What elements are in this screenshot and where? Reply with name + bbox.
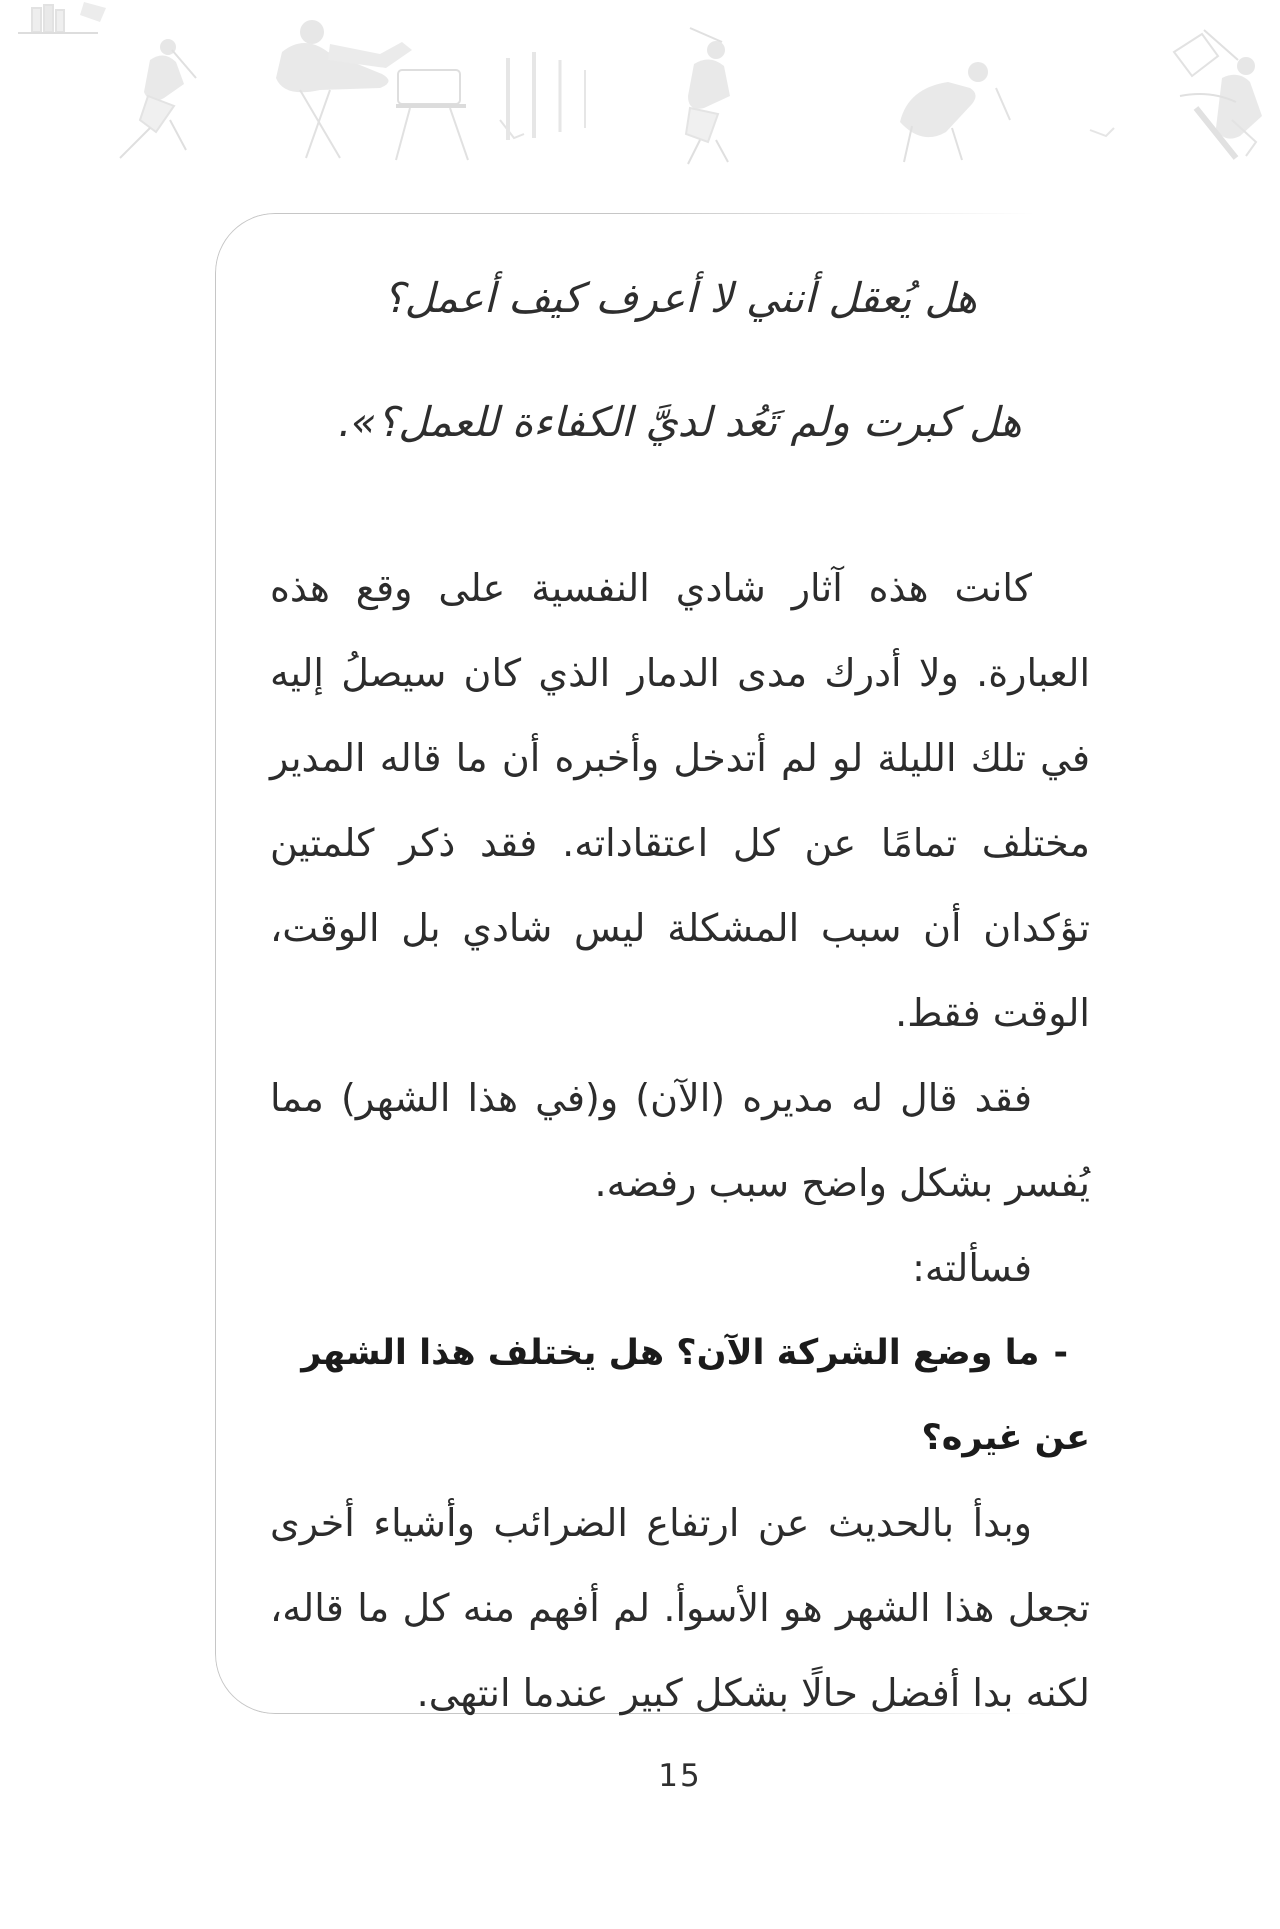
page-number: 15 [658, 1758, 702, 1794]
bullet-text: ما وضع الشركة الآن؟ هل يختلف هذا الشهر عن غيره؟ [301, 1333, 1090, 1458]
bookshelf-icon [18, 2, 106, 33]
person-at-desk-icon [276, 20, 524, 160]
person-pointing-icon [120, 39, 196, 158]
paragraph-3: وبدأ بالحديث عن ارتفاع الضرائب وأشياء أخرى تجعل هذا الشهر هو الأسوأ. لم أفهم منه كل ما قاله، لكنه بدا أفضل حالًا بشكل كبير عندما انتهى. [270, 1501, 1090, 1715]
quote-line-2: هل كبرت ولم تَعُد لديَّ الكفاءة للعمل؟». [338, 398, 1022, 446]
person-waving-icon [686, 28, 730, 164]
quote-line-1: هل يُعقل أنني لا أعرف كيف أعمل؟ [382, 274, 978, 322]
window-panes-icon [508, 52, 585, 140]
header-illustration [0, 0, 1280, 175]
person-bending-icon [900, 62, 1114, 162]
opening-quote [270, 236, 1090, 484]
bullet-dash: - [1053, 1333, 1068, 1373]
paragraph-lead-in: فسألته: [912, 1246, 1032, 1290]
person-reclining-icon [1174, 30, 1262, 158]
page-body [270, 546, 1090, 1736]
paragraph-1: كانت هذه آثار شادي النفسية على وقع هذه العبارة. ولا أدرك مدى الدمار الذي كان سيصلُ إليه في تلك الليلة لو لم أتدخل وأخبره أن ما قاله المدير مختلف تمامًا عن كل اعتقاداته. فقد ذكر كلمتين تؤكدان أن سبب المشكلة ليس شادي بل الوقت، الوقت فقط. [270, 566, 1090, 1035]
bullet-question [270, 1311, 1090, 1481]
paragraph-2: فقد قال له مديره (الآن) و(في هذا الشهر) مما يُفسر بشكل واضح سبب رفضه. [270, 1076, 1090, 1205]
header-illustration-svg [0, 0, 1280, 175]
